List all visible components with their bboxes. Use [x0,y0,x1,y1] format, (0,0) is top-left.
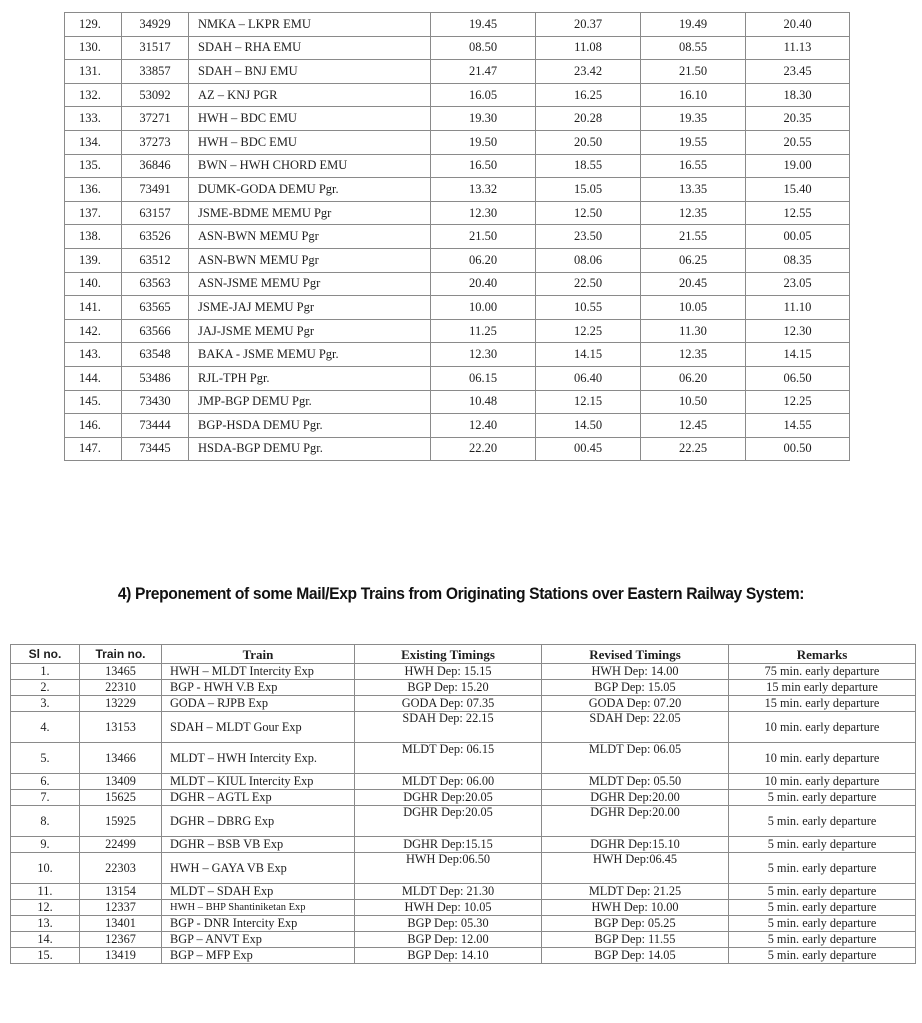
train-name: GODA – RJPB Exp [162,696,355,712]
train-timings-table-continued [64,12,850,461]
train-name: ASN-JSME MEMU Pgr [189,272,431,296]
timing-1: 12.40 [431,414,536,438]
timing-1: 06.20 [431,248,536,272]
revised-timing: MLDT Dep: 06.05 [542,743,729,774]
table-row [65,83,850,107]
train-no: 33857 [122,60,189,84]
timing-1: 12.30 [431,201,536,225]
existing-timing: HWH Dep: 15.15 [355,664,542,680]
timing-4: 20.40 [746,13,850,37]
header-row [11,645,916,664]
revised-timing: BGP Dep: 15.05 [542,680,729,696]
train-name: DGHR – BSB VB Exp [162,837,355,853]
sl-no: 10. [11,853,80,884]
existing-timing: DGHR Dep:15.15 [355,837,542,853]
timing-4: 20.55 [746,130,850,154]
train-name: SDAH – RHA EMU [189,36,431,60]
timing-2: 06.40 [536,366,641,390]
existing-timing: SDAH Dep: 22.15 [355,712,542,743]
train-name: BGP-HSDA DEMU Pgr. [189,414,431,438]
timing-3: 20.45 [641,272,746,296]
timing-3: 10.05 [641,296,746,320]
train-name: JMP-BGP DEMU Pgr. [189,390,431,414]
sl-no: 7. [11,790,80,806]
train-no: 13419 [80,948,162,964]
table-row [11,837,916,853]
train-name: NMKA – LKPR EMU [189,13,431,37]
timing-2: 18.55 [536,154,641,178]
timing-3: 12.35 [641,201,746,225]
train-name: BGP - DNR Intercity Exp [162,916,355,932]
timing-2: 23.42 [536,60,641,84]
train-name: JSME-BDME MEMU Pgr [189,201,431,225]
timing-1: 19.30 [431,107,536,131]
train-no: 73444 [122,414,189,438]
table-row [11,932,916,948]
timing-2: 08.06 [536,248,641,272]
train-name: SDAH – MLDT Gour Exp [162,712,355,743]
table-row [65,201,850,225]
timing-1: 21.47 [431,60,536,84]
train-no: 63565 [122,296,189,320]
train-name: DUMK-GODA DEMU Pgr. [189,178,431,202]
timing-3: 12.35 [641,343,746,367]
timing-2: 20.28 [536,107,641,131]
remarks: 10 min. early departure [729,743,916,774]
table2-body [11,664,916,964]
timing-4: 12.55 [746,201,850,225]
train-no: 15625 [80,790,162,806]
timing-2: 10.55 [536,296,641,320]
timing-1: 16.50 [431,154,536,178]
sl-no: 134. [65,130,122,154]
timing-3: 12.45 [641,414,746,438]
sl-no: 129. [65,13,122,37]
timing-3: 19.35 [641,107,746,131]
timing-4: 00.50 [746,437,850,461]
train-name: BGP – ANVT Exp [162,932,355,948]
remarks: 75 min. early departure [729,664,916,680]
sl-no: 11. [11,884,80,900]
table-row [11,806,916,837]
sl-no: 131. [65,60,122,84]
train-name: HWH – BHP Shantiniketan Exp [162,900,355,916]
train-name: HWH – MLDT Intercity Exp [162,664,355,680]
train-no: 63548 [122,343,189,367]
timing-1: 21.50 [431,225,536,249]
header-existing-timings: Existing Timings [355,645,542,664]
train-no: 34929 [122,13,189,37]
train-no: 15925 [80,806,162,837]
sl-no: 133. [65,107,122,131]
train-no: 22310 [80,680,162,696]
sl-no: 136. [65,178,122,202]
sl-no: 135. [65,154,122,178]
table-row [65,319,850,343]
timing-4: 00.05 [746,225,850,249]
train-no: 37273 [122,130,189,154]
timing-4: 23.45 [746,60,850,84]
remarks: 5 min. early departure [729,884,916,900]
train-no: 22303 [80,853,162,884]
table-row [65,13,850,37]
table-row [11,884,916,900]
sl-no: 1. [11,664,80,680]
existing-timing: BGP Dep: 12.00 [355,932,542,948]
train-name: MLDT – HWH Intercity Exp. [162,743,355,774]
sl-no: 14. [11,932,80,948]
timing-4: 08.35 [746,248,850,272]
timing-4: 12.30 [746,319,850,343]
revised-timing: DGHR Dep:20.00 [542,806,729,837]
header-sl-no: Sl no. [11,645,80,664]
train-no: 13154 [80,884,162,900]
table-row [65,36,850,60]
table-row [11,853,916,884]
timing-2: 20.37 [536,13,641,37]
train-name: ASN-BWN MEMU Pgr [189,248,431,272]
table-row [65,60,850,84]
timing-4: 14.15 [746,343,850,367]
revised-timing: GODA Dep: 07.20 [542,696,729,712]
revised-timing: SDAH Dep: 22.05 [542,712,729,743]
train-name: HSDA-BGP DEMU Pgr. [189,437,431,461]
timing-1: 10.00 [431,296,536,320]
sl-no: 142. [65,319,122,343]
remarks: 10 min. early departure [729,712,916,743]
section-heading: 4) Preponement of some Mail/Exp Trains from Originating Stations over Eastern Railway System: [117,584,805,603]
timing-2: 14.15 [536,343,641,367]
timing-1: 19.50 [431,130,536,154]
train-no: 31517 [122,36,189,60]
sl-no: 132. [65,83,122,107]
train-no: 13409 [80,774,162,790]
header-train-no: Train no. [80,645,162,664]
table-row [65,225,850,249]
timing-4: 18.30 [746,83,850,107]
train-no: 37271 [122,107,189,131]
timing-4: 20.35 [746,107,850,131]
train-no: 13401 [80,916,162,932]
timing-4: 19.00 [746,154,850,178]
table-row [65,107,850,131]
remarks: 15 min early departure [729,680,916,696]
sl-no: 139. [65,248,122,272]
sl-no: 6. [11,774,80,790]
timing-2: 14.50 [536,414,641,438]
sl-no: 3. [11,696,80,712]
preponement-table [10,644,916,964]
timing-1: 19.45 [431,13,536,37]
timing-2: 00.45 [536,437,641,461]
timing-2: 16.25 [536,83,641,107]
train-no: 63566 [122,319,189,343]
sl-no: 147. [65,437,122,461]
existing-timing: BGP Dep: 05.30 [355,916,542,932]
remarks: 5 min. early departure [729,932,916,948]
remarks: 15 min. early departure [729,696,916,712]
sl-no: 4. [11,712,80,743]
sl-no: 2. [11,680,80,696]
train-no: 53486 [122,366,189,390]
existing-timing: HWH Dep: 10.05 [355,900,542,916]
existing-timing: MLDT Dep: 06.15 [355,743,542,774]
header-remarks: Remarks [729,645,916,664]
sl-no: 146. [65,414,122,438]
table-row [11,774,916,790]
train-no: 73491 [122,178,189,202]
remarks: 5 min. early departure [729,837,916,853]
timing-3: 19.49 [641,13,746,37]
timing-2: 20.50 [536,130,641,154]
revised-timing: MLDT Dep: 05.50 [542,774,729,790]
timing-3: 22.25 [641,437,746,461]
timing-2: 23.50 [536,225,641,249]
train-no: 36846 [122,154,189,178]
train-no: 22499 [80,837,162,853]
train-name: AZ – KNJ PGR [189,83,431,107]
remarks: 10 min. early departure [729,774,916,790]
timing-3: 06.25 [641,248,746,272]
sl-no: 145. [65,390,122,414]
sl-no: 8. [11,806,80,837]
train-name: DGHR – AGTL Exp [162,790,355,806]
revised-timing: HWH Dep: 10.00 [542,900,729,916]
train-name: BGP – MFP Exp [162,948,355,964]
timing-2: 12.15 [536,390,641,414]
train-name: MLDT – KIUL Intercity Exp [162,774,355,790]
timing-3: 08.55 [641,36,746,60]
train-no: 63512 [122,248,189,272]
table-row [65,130,850,154]
train-name: HWH – BDC EMU [189,130,431,154]
remarks: 5 min. early departure [729,948,916,964]
table-row [11,900,916,916]
table-row [65,390,850,414]
train-no: 63157 [122,201,189,225]
table-row [65,272,850,296]
table-row [11,790,916,806]
existing-timing: MLDT Dep: 21.30 [355,884,542,900]
table2-header [11,645,916,664]
table-row [65,366,850,390]
sl-no: 144. [65,366,122,390]
train-name: DGHR – DBRG Exp [162,806,355,837]
train-no: 12367 [80,932,162,948]
train-name: ASN-BWN MEMU Pgr [189,225,431,249]
timing-2: 12.50 [536,201,641,225]
revised-timing: DGHR Dep:15.10 [542,837,729,853]
existing-timing: HWH Dep:06.50 [355,853,542,884]
train-name: JAJ-JSME MEMU Pgr [189,319,431,343]
existing-timing: GODA Dep: 07.35 [355,696,542,712]
table1-body [65,13,850,461]
existing-timing: DGHR Dep:20.05 [355,806,542,837]
timing-1: 08.50 [431,36,536,60]
timing-3: 19.55 [641,130,746,154]
train-name: HWH – GAYA VB Exp [162,853,355,884]
sl-no: 9. [11,837,80,853]
table-row [11,664,916,680]
train-name: BGP - HWH V.B Exp [162,680,355,696]
train-no: 73445 [122,437,189,461]
timing-3: 16.10 [641,83,746,107]
timing-1: 22.20 [431,437,536,461]
timing-2: 15.05 [536,178,641,202]
revised-timing: BGP Dep: 14.05 [542,948,729,964]
train-no: 12337 [80,900,162,916]
table-row [11,916,916,932]
train-name: MLDT – SDAH Exp [162,884,355,900]
revised-timing: HWH Dep: 14.00 [542,664,729,680]
timing-1: 20.40 [431,272,536,296]
table-row [65,178,850,202]
train-no: 13229 [80,696,162,712]
revised-timing: MLDT Dep: 21.25 [542,884,729,900]
train-name: RJL-TPH Pgr. [189,366,431,390]
timing-3: 16.55 [641,154,746,178]
timing-1: 12.30 [431,343,536,367]
timing-4: 12.25 [746,390,850,414]
revised-timing: HWH Dep:06.45 [542,853,729,884]
existing-timing: BGP Dep: 14.10 [355,948,542,964]
sl-no: 138. [65,225,122,249]
table-row [11,948,916,964]
sl-no: 13. [11,916,80,932]
train-name: BAKA - JSME MEMU Pgr. [189,343,431,367]
remarks: 5 min. early departure [729,916,916,932]
timing-1: 11.25 [431,319,536,343]
remarks: 5 min. early departure [729,790,916,806]
timing-4: 14.55 [746,414,850,438]
table-row [11,712,916,743]
timing-4: 15.40 [746,178,850,202]
sl-no: 12. [11,900,80,916]
timing-2: 22.50 [536,272,641,296]
train-name: HWH – BDC EMU [189,107,431,131]
train-name: BWN – HWH CHORD EMU [189,154,431,178]
timing-3: 21.55 [641,225,746,249]
table-row [11,696,916,712]
revised-timing: BGP Dep: 11.55 [542,932,729,948]
train-no: 63563 [122,272,189,296]
sl-no: 141. [65,296,122,320]
timing-1: 06.15 [431,366,536,390]
existing-timing: DGHR Dep:20.05 [355,790,542,806]
train-no: 73430 [122,390,189,414]
train-name: JSME-JAJ MEMU Pgr [189,296,431,320]
timing-4: 23.05 [746,272,850,296]
timing-3: 21.50 [641,60,746,84]
table-row [65,437,850,461]
revised-timing: BGP Dep: 05.25 [542,916,729,932]
timing-4: 11.13 [746,36,850,60]
train-name: SDAH – BNJ EMU [189,60,431,84]
table-row [65,296,850,320]
timing-3: 06.20 [641,366,746,390]
table-row [65,248,850,272]
remarks: 5 min. early departure [729,806,916,837]
timing-3: 13.35 [641,178,746,202]
sl-no: 140. [65,272,122,296]
timing-2: 11.08 [536,36,641,60]
sl-no: 15. [11,948,80,964]
timing-4: 06.50 [746,366,850,390]
timing-1: 16.05 [431,83,536,107]
header-train: Train [162,645,355,664]
sl-no: 137. [65,201,122,225]
sl-no: 143. [65,343,122,367]
train-no: 53092 [122,83,189,107]
sl-no: 130. [65,36,122,60]
remarks: 5 min. early departure [729,853,916,884]
table-row [65,343,850,367]
timing-2: 12.25 [536,319,641,343]
table-row [11,743,916,774]
table-row [65,414,850,438]
train-no: 13153 [80,712,162,743]
train-no: 63526 [122,225,189,249]
revised-timing: DGHR Dep:20.00 [542,790,729,806]
train-no: 13466 [80,743,162,774]
sl-no: 5. [11,743,80,774]
train-no: 13465 [80,664,162,680]
timing-1: 13.32 [431,178,536,202]
existing-timing: MLDT Dep: 06.00 [355,774,542,790]
timing-3: 11.30 [641,319,746,343]
existing-timing: BGP Dep: 15.20 [355,680,542,696]
table-row [11,680,916,696]
header-revised-timings: Revised Timings [542,645,729,664]
timing-1: 10.48 [431,390,536,414]
timing-3: 10.50 [641,390,746,414]
remarks: 5 min. early departure [729,900,916,916]
timing-4: 11.10 [746,296,850,320]
table-row [65,154,850,178]
